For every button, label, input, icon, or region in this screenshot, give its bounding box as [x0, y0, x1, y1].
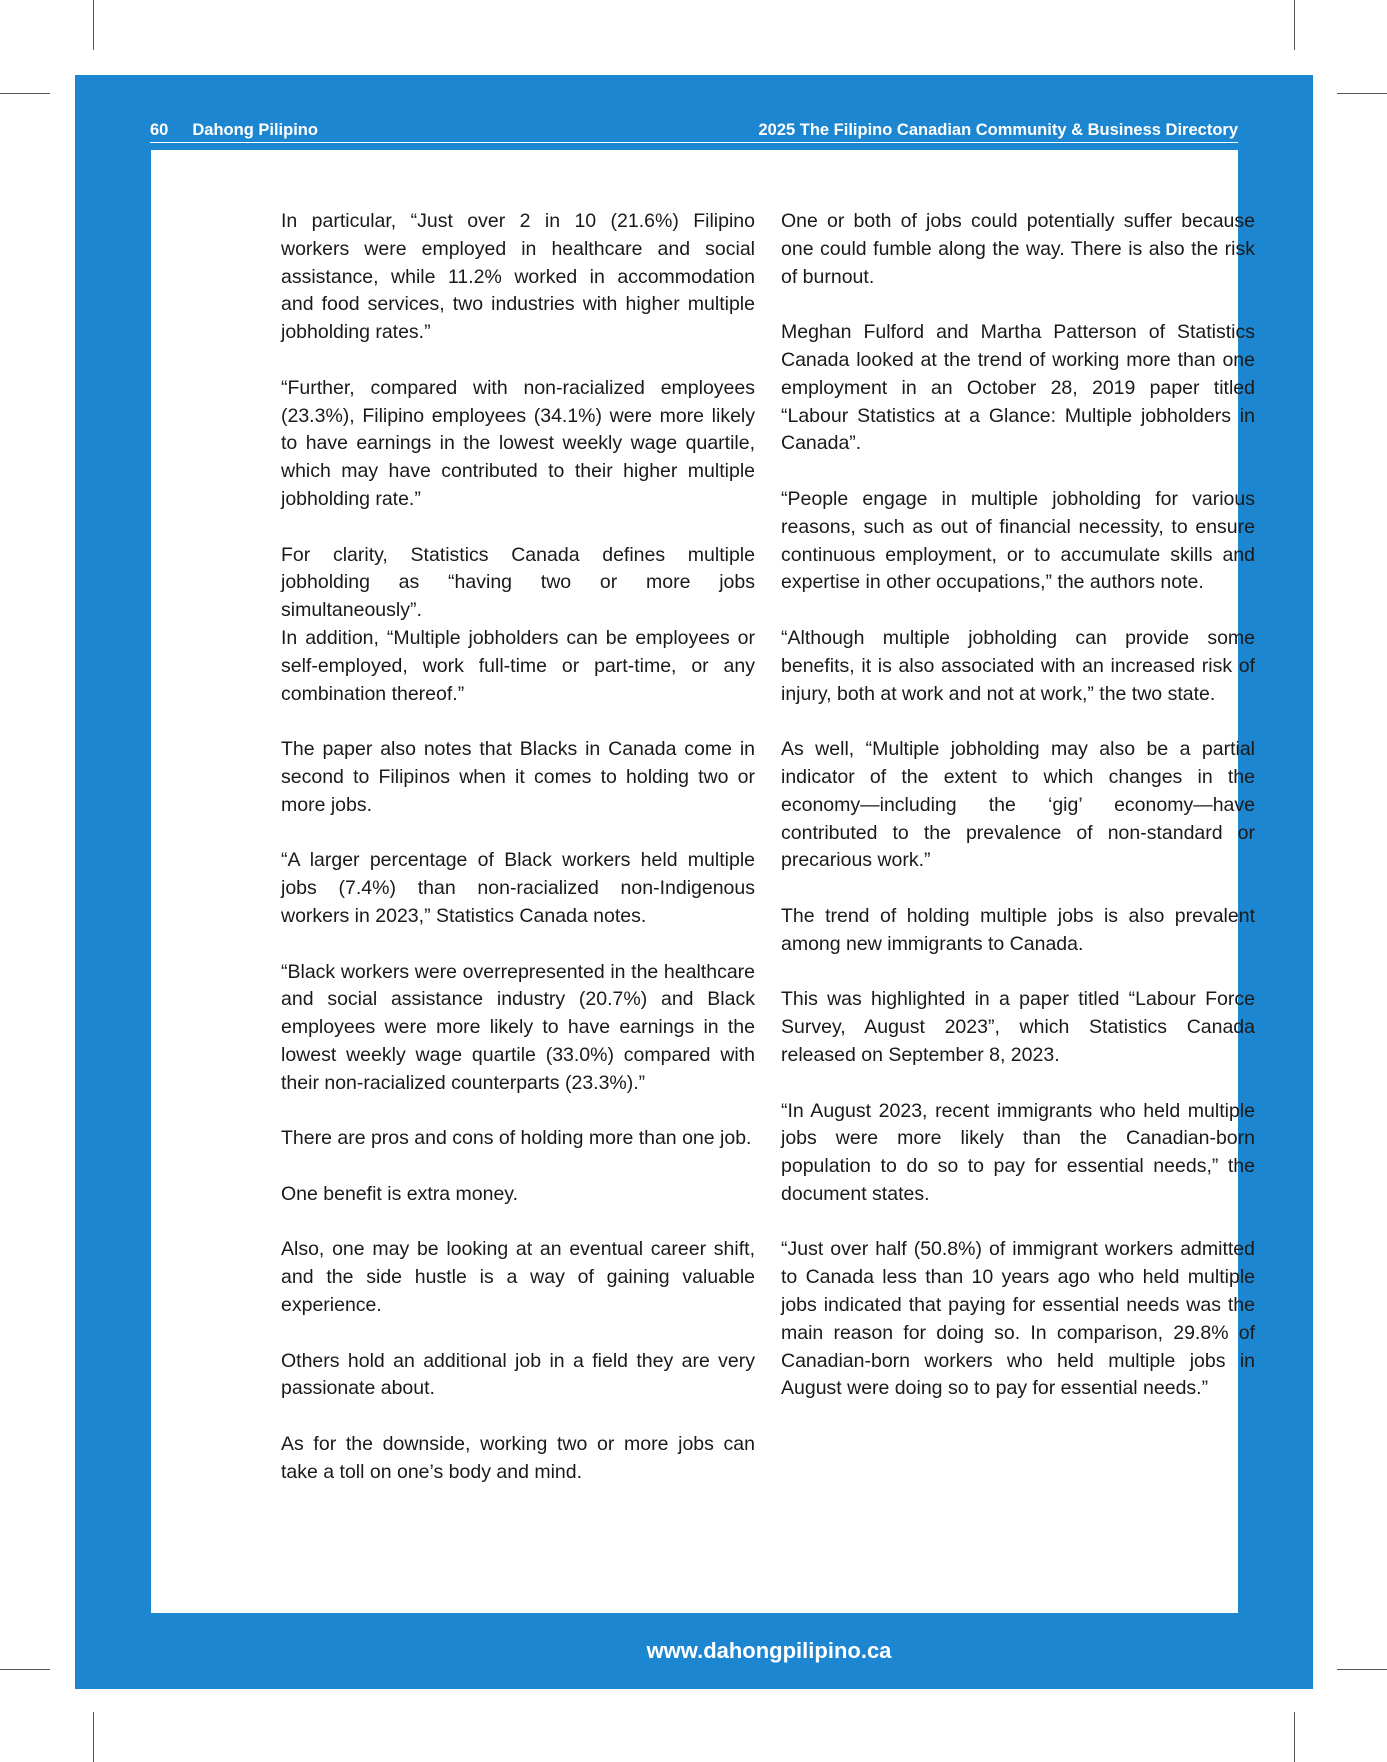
paragraph: “In August 2023, recent immigrants who held multiple jobs were more likely than the Canadian-born population to do so to pay for essential needs,” the document states. — [781, 1099, 1255, 1205]
crop-mark-bottom-right — [1294, 1712, 1295, 1762]
crop-mark-left-bottom — [0, 1669, 50, 1670]
website-url: www.dahongpilipino.ca — [646, 1638, 892, 1663]
publication-name: Dahong Pilipino — [192, 120, 318, 139]
article-body — [151, 150, 1255, 1613]
paragraph: For clarity, Statistics Canada defines multiple jobholding as “having two or more jobs simultaneously”. — [281, 543, 755, 622]
crop-mark-left-top — [0, 93, 50, 94]
paragraph: “People engage in multiple jobholding for various reasons, such as out of financial necessity, to ensure continuous employment, or to accumulate skills and expertise in other occupations,” the authors note. — [781, 487, 1255, 594]
left-column — [281, 208, 755, 1514]
paragraph: “A larger percentage of Black workers held multiple jobs (7.4%) than non-racialized non-Indigenous workers in 2023,” Statistics Canada notes. — [281, 849, 755, 927]
paragraph: One benefit is extra money. — [281, 1182, 519, 1205]
crop-mark-top-right — [1294, 0, 1295, 50]
crop-mark-bottom-left — [93, 1712, 94, 1762]
paragraph: In particular, “Just over 2 in 10 (21.6%) Filipino workers were employed in healthcare and social assistance, while 11.2% worked in accommodation and food services, two industries with higher multiple jobholding rates.” — [281, 210, 755, 344]
paragraph: In addition, “Multiple jobholders can be employees or self-employed, work full-time or part-time, or any combination thereof.” — [281, 626, 755, 705]
paragraph: “Further, compared with non-racialized employees (23.3%), Filipino employees (34.1%) were more likely to have earnings in the lowest weekly wage quartile, which may have contributed to their higher multiple jobholding rate.” — [281, 376, 755, 510]
paragraph: “Although multiple jobholding can provide some benefits, it is also associated with an increased risk of injury, both at work and not at work,” the two state. — [781, 626, 1255, 705]
footer — [150, 1613, 1387, 1689]
right-column — [781, 208, 1255, 1431]
running-header — [150, 115, 1238, 145]
paragraph: There are pros and cons of holding more than one job. — [281, 1127, 752, 1150]
page-number: 60 — [150, 120, 169, 139]
header-divider — [150, 142, 1238, 143]
crop-mark-top-left — [93, 0, 94, 50]
paragraph: “Just over half (50.8%) of immigrant workers admitted to Canada less than 10 years ago who held multiple jobs indicated that paying for essential needs was the main reason for doing so. In comparison, 29.8% of Canadian-born workers who held multiple jobs in August were doing so to pay for essential needs.” — [781, 1238, 1255, 1400]
paragraph: As for the downside, working two or more jobs can take a toll on one’s body and mind. — [281, 1433, 755, 1483]
paragraph: Meghan Fulford and Martha Patterson of Statistics Canada looked at the trend of working more than one employment in an October 28, 2019 paper titled “Labour Statistics at a Glance: Multiple jobholders in Canada”. — [781, 321, 1255, 455]
paragraph: This was highlighted in a paper titled “Labour Force Survey, August 2023”, which Statistics Canada released on September 8, 2023. — [781, 988, 1255, 1066]
directory-title: 2025 The Filipino Canadian Community & Business Directory — [758, 120, 1238, 139]
paragraph: The paper also notes that Blacks in Canada come in second to Filipinos when it comes to holding two or more jobs. — [281, 738, 755, 816]
paragraph: Also, one may be looking at an eventual career shift, and the side hustle is a way of gaining valuable experience. — [281, 1238, 755, 1317]
crop-mark-right-top — [1337, 93, 1387, 94]
page-frame — [75, 75, 1313, 1689]
paragraph: “Black workers were overrepresented in the healthcare and social assistance industry (20.7%) and Black employees were more likely to have earnings in the lowest weekly wage quartile (33.0%) compared with their non-racialized counterparts (23.3%).” — [281, 960, 755, 1094]
paragraph: One or both of jobs could potentially suffer because one could fumble along the way. There is also the risk of burnout. — [781, 210, 1255, 288]
paragraph: Others hold an additional job in a field they are very passionate about. — [281, 1349, 755, 1400]
paragraph: The trend of holding multiple jobs is also prevalent among new immigrants to Canada. — [781, 904, 1255, 955]
paragraph: As well, “Multiple jobholding may also be a partial indicator of the extent to which changes in the economy—including the ‘gig’ economy—have contributed to the prevalence of non-standard or precarious work.” — [781, 738, 1255, 872]
